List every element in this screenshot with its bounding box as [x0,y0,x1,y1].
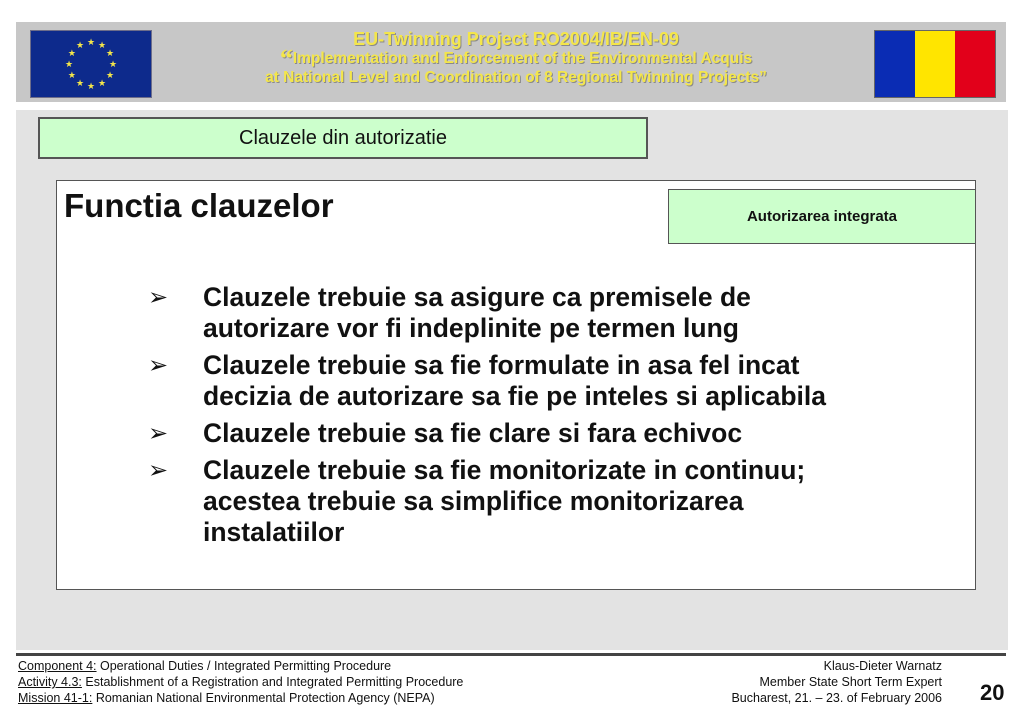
page-number: 20 [980,680,1005,705]
open-quote: “ [279,44,293,73]
bullet-text-line: Clauzele trebuie sa asigure ca premisele de [203,282,751,312]
footer-mission [18,690,463,706]
project-name-line1 [166,44,866,73]
footer-component-label: Component 4: [18,659,97,673]
flag-stripe-red [955,31,995,97]
romania-flag-icon [874,30,996,98]
topic-tag: Autorizarea integrata [668,189,976,244]
footer-role: Member State Short Term Expert [759,675,942,689]
eu-star-icon: ★ [67,70,76,80]
arrow-bullet-icon: ➢ [148,283,169,311]
eu-star-icon: ★ [106,70,115,80]
flag-stripe-yellow [915,31,955,97]
arrow-bullet-icon: ➢ [148,419,169,447]
footer-activity-label: Activity 4.3: [18,675,82,689]
bullet-text-line: decizia de autorizare sa fie pe inteles si aplicabila [203,381,827,411]
footer-activity-text: Establishment of a Registration and Integrated Permitting Procedure [81,675,464,689]
bullet-item [148,418,968,449]
footer-mission-label: Mission 41-1: [18,691,93,705]
eu-star-icon: ★ [97,78,107,89]
eu-star-icon: ★ [106,48,115,58]
eu-star-icon: ★ [86,37,96,47]
arrow-bullet-icon: ➢ [148,456,169,484]
arrow-bullet-icon: ➢ [148,351,169,379]
bullet-text-line: autorizare vor fi indeplinite pe termen lung [203,313,739,343]
project-title [166,30,866,87]
project-name-line2: at National Level and Coordination of 8 Regional Twinning Projects” [265,69,767,86]
bullet-item [148,282,968,344]
eu-star-icon: ★ [64,59,74,69]
section-label: Clauzele din autorizatie [38,117,648,159]
footer-project-info [18,658,463,706]
eu-star-icon: ★ [97,39,107,50]
slide-title: Functia clauzelor [64,187,334,224]
bullet-text-line: instalatiilor [203,517,345,547]
project-code: EU-Twinning Project RO2004/IB/EN-09 [353,29,679,49]
bullet-text-line: Clauzele trebuie sa fie monitorizate in continuu; [203,455,806,485]
eu-star-icon: ★ [75,78,85,89]
bullet-list [148,282,968,554]
eu-star-icon: ★ [86,81,96,91]
bullet-item [148,350,968,412]
eu-star-icon: ★ [108,59,118,69]
bullet-item [148,455,968,548]
footer-author: Klaus-Dieter Warnatz [823,659,942,673]
bullet-text-line: Clauzele trebuie sa fie clare si fara echivoc [203,418,743,448]
eu-star-icon: ★ [67,48,76,58]
bullet-text-line: Clauzele trebuie sa fie formulate in asa fel incat [203,350,800,380]
project-name-text: Implementation and Enforcement of the Environmental Acquis [292,50,753,67]
footer-activity [18,674,463,690]
footer-date: Bucharest, 21. – 23. of February 2006 [731,691,942,705]
flag-stripe-blue [875,31,915,97]
eu-flag-icon [30,30,152,98]
footer-component [18,658,463,674]
header-banner [16,22,1006,102]
footer-author-info [731,658,942,706]
eu-stars [31,31,151,97]
eu-star-icon: ★ [75,39,85,50]
footer-divider [16,653,1006,656]
bullet-text-line: acestea trebuie sa simplifice monitorizarea [203,486,744,516]
footer-component-text: Operational Duties / Integrated Permitting Procedure [96,659,392,673]
footer-mission-text: Romanian National Environmental Protection Agency (NEPA) [92,691,435,705]
